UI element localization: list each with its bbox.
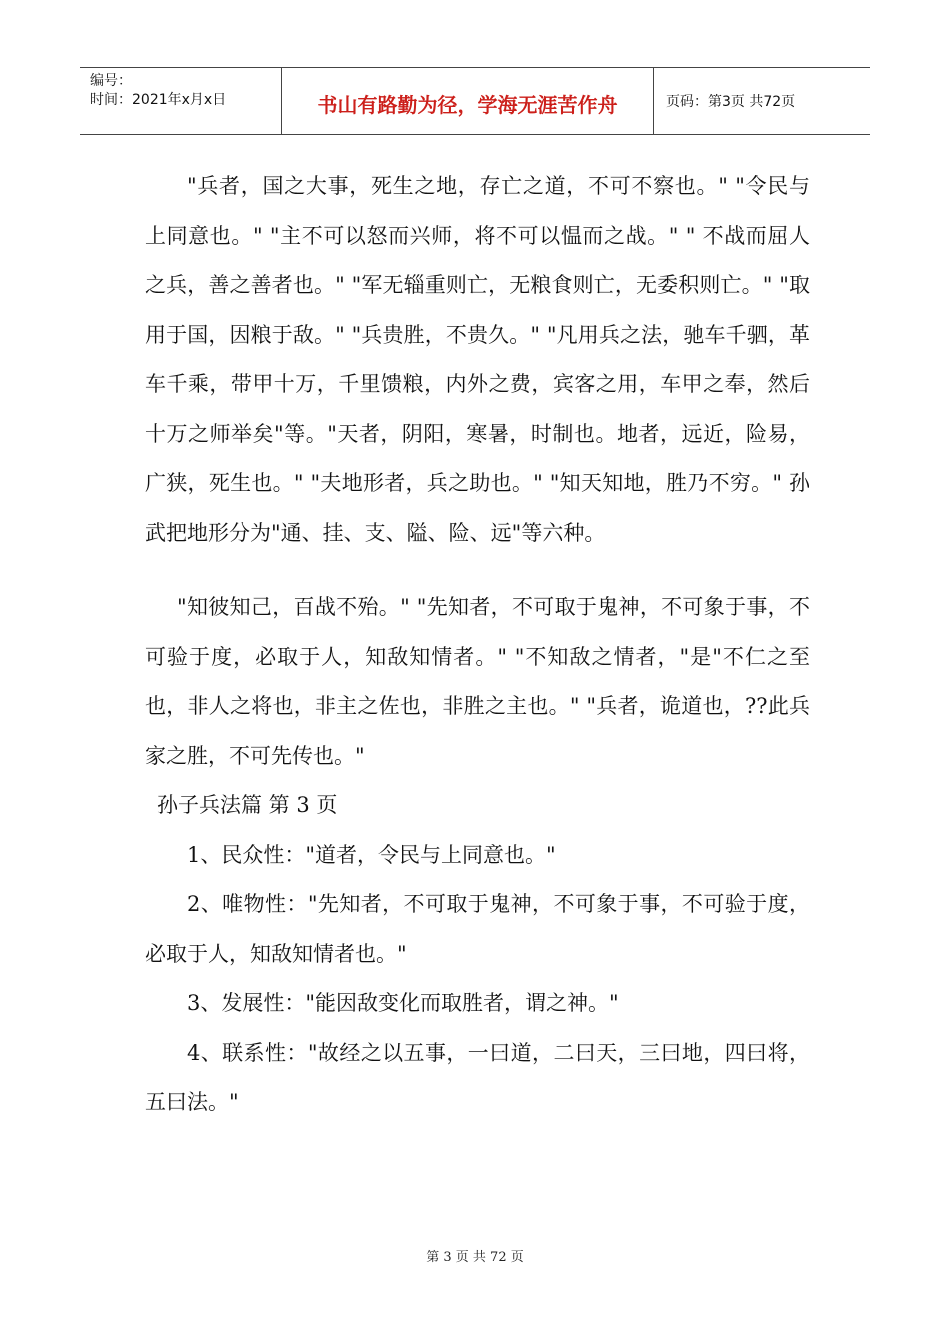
page-footer: 第 3 页 共 72 页 [426, 1250, 524, 1265]
page-header [80, 67, 870, 135]
section-title: 孙子兵法篇 第 3 页 [157, 793, 338, 817]
list-item-4: 4、联系性："故经之以五事，一曰道，二曰天，三曰地，四曰将，五曰法。" [145, 1040, 810, 1114]
header-meta [80, 68, 282, 134]
time-label: 时间：2021年x月x日 [90, 92, 227, 108]
paragraph-2: "知彼知己，百战不殆。" "先知者，不可取于鬼神，不可象于事，不可验于度，必取于人，知敌知情者。" "不知敌之情者，"是"不仁之至也，非人之将也，非主之佐也，非胜之主也。" "兵者，诡道也，??此兵家之胜，不可先传也。" [145, 595, 810, 768]
paragraph-1: "兵者，国之大事，死生之地，存亡之道，不可不察也。" "令民与上同意也。" "主不可以怒而兴师，将不可以愠而之战。" " 不战而屈人之兵，善之善者也。" "军无辎重则亡，无粮食则亡，无委积则亡。" "取用于国，因粮于敌。" "兵贵胜，不贵久。" "凡用兵之法，驰车千驷，革车千乘，带甲十万，千里馈粮，内外之费，宾客之用，车甲之奉，然后十万之师举矣"等。"天者，阴阳，寒暑，时制也。地者，远近，险易，广狭，死生也。" "夫地形者，兵之助也。" "知天知地，胜乃不穷。" 孙武把地形分为"通、挂、支、隘、险、远"等六种。 [145, 174, 810, 545]
number-label: 编号： [90, 73, 132, 89]
list-item-1: 1、民众性："道者，令民与上同意也。" [187, 842, 556, 867]
document-body [145, 162, 810, 1128]
header-page-info: 页码：第3页 共72页 [666, 94, 796, 110]
header-motto: 书山有路勤为径，学海无涯苦作舟 [282, 68, 654, 134]
list-item-3: 3、发展性："能因敌变化而取胜者，谓之神。" [187, 991, 619, 1015]
list-item-2: 2、唯物性："先知者，不可取于鬼神，不可象于事，不可验于度，必取于人，知敌知情者也。" [145, 892, 810, 966]
